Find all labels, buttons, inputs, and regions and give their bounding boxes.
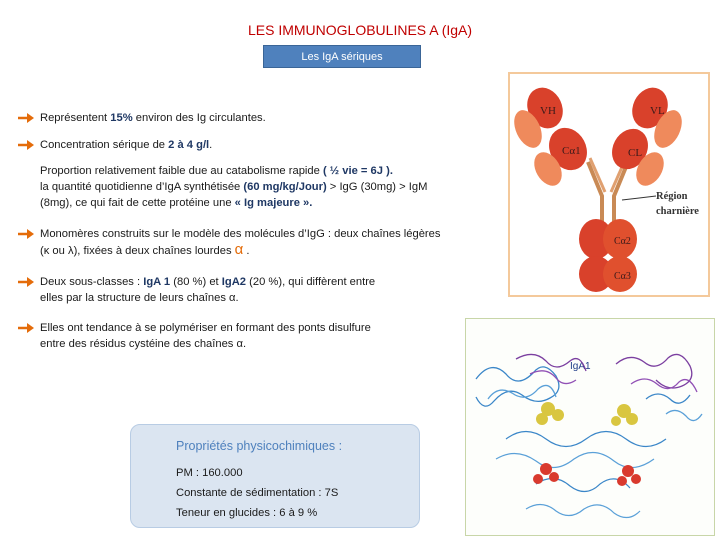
- region-label: Région: [656, 191, 688, 202]
- bullet-bold: 2 à 4 g/l: [168, 139, 210, 151]
- bullet-serum-concentration: [18, 137, 498, 153]
- bullet-concentration-percent: [18, 110, 498, 126]
- page-title: LES IMMUNOGLOBULINES A (IgA): [247, 22, 473, 38]
- bullet-monomers: [18, 226, 498, 259]
- bullet-bold: 15%: [110, 112, 133, 124]
- monomers-line: .: [243, 245, 250, 257]
- monomers-line: (κ ou λ), fixées à deux chaînes lourdes: [40, 245, 235, 257]
- proportion-text: Proportion relativement faible due au catabolisme rapide: [40, 165, 323, 177]
- vl-label: VL: [650, 105, 665, 117]
- proportion-paragraph: [40, 163, 495, 211]
- proportion-text: > IgG (30mg) > IgM: [326, 181, 428, 193]
- subclasses-text: (80 %) et: [170, 276, 222, 288]
- proportion-bold: ( ½ vie = 6J ).: [322, 165, 393, 177]
- bullet-text: .: [209, 139, 213, 151]
- subtitle-banner: Les IgA sériques: [263, 45, 421, 68]
- hinge-yellow-clusters: [536, 402, 638, 426]
- carbohydrate-content: Teneur en glucides : 6 à 9 %: [176, 507, 318, 519]
- protein-ribbon-illustration: [466, 319, 714, 535]
- molecular-weight: PM : 160.000: [176, 467, 243, 479]
- proportion-bold: (60 mg/kg/Jour): [243, 181, 327, 193]
- subclasses-text: elles par la structure de leurs chaînes α.: [40, 292, 239, 304]
- ca3-label: Cα3: [614, 271, 631, 282]
- subclasses-text: Deux sous-classes :: [40, 276, 144, 288]
- alpha-symbol: α: [234, 241, 244, 258]
- bullet-polymerization: [18, 320, 498, 352]
- ca1-label: Cα1: [562, 145, 581, 157]
- fc-ribbon: [496, 432, 666, 518]
- iga-structure-diagram: [508, 72, 710, 297]
- bullet-text: environ des Ig circulantes.: [132, 112, 266, 124]
- physicochemical-properties-box: [130, 424, 420, 528]
- subclasses-text: (20 %), qui diffèrent entre: [246, 276, 376, 288]
- hinge-label: charnière: [656, 206, 699, 217]
- left-fab-ribbon: [476, 354, 586, 406]
- proportion-text: (8mg), ce qui fait de cette protéine une: [40, 197, 235, 209]
- sedimentation-constant: Constante de sédimentation : 7S: [176, 487, 339, 499]
- vh-label: VH: [540, 105, 556, 117]
- monomers-line: Monomères construits sur le modèle des molécules d’IgG : deux chaînes légères: [40, 228, 441, 240]
- proportion-text: la quantité quotidienne d’IgA synthétisée: [40, 181, 244, 193]
- iga1-crystal-structure: [465, 318, 715, 536]
- polymer-text: entre des résidus cystéine des chaînes α.: [40, 338, 247, 350]
- red-glycan-clusters: [533, 463, 641, 486]
- hinge-pointer-line: [622, 196, 656, 200]
- proportion-bold: « Ig majeure ».: [234, 197, 313, 209]
- properties-title: Propriétés physicochimiques :: [176, 439, 343, 453]
- arrow-bullet-icon: [18, 139, 34, 151]
- polymer-text: Elles ont tendance à se polymériser en formant des ponts disulfure: [40, 322, 371, 334]
- ca2-label: Cα2: [614, 236, 631, 247]
- arrow-bullet-icon: [18, 276, 34, 288]
- subclass-iga1: IgA 1: [143, 276, 171, 288]
- bullet-text: Représentent: [40, 112, 111, 124]
- bullet-subclasses: [18, 274, 498, 306]
- bullet-text: Concentration sérique de: [40, 139, 169, 151]
- subclass-iga2: IgA2: [221, 276, 247, 288]
- arrow-bullet-icon: [18, 228, 34, 240]
- iga1-label: IgA1: [570, 361, 591, 372]
- arrow-bullet-icon: [18, 322, 34, 334]
- arrow-bullet-icon: [18, 112, 34, 124]
- cl-label: CL: [628, 147, 643, 159]
- antibody-y-illustration: [510, 74, 708, 295]
